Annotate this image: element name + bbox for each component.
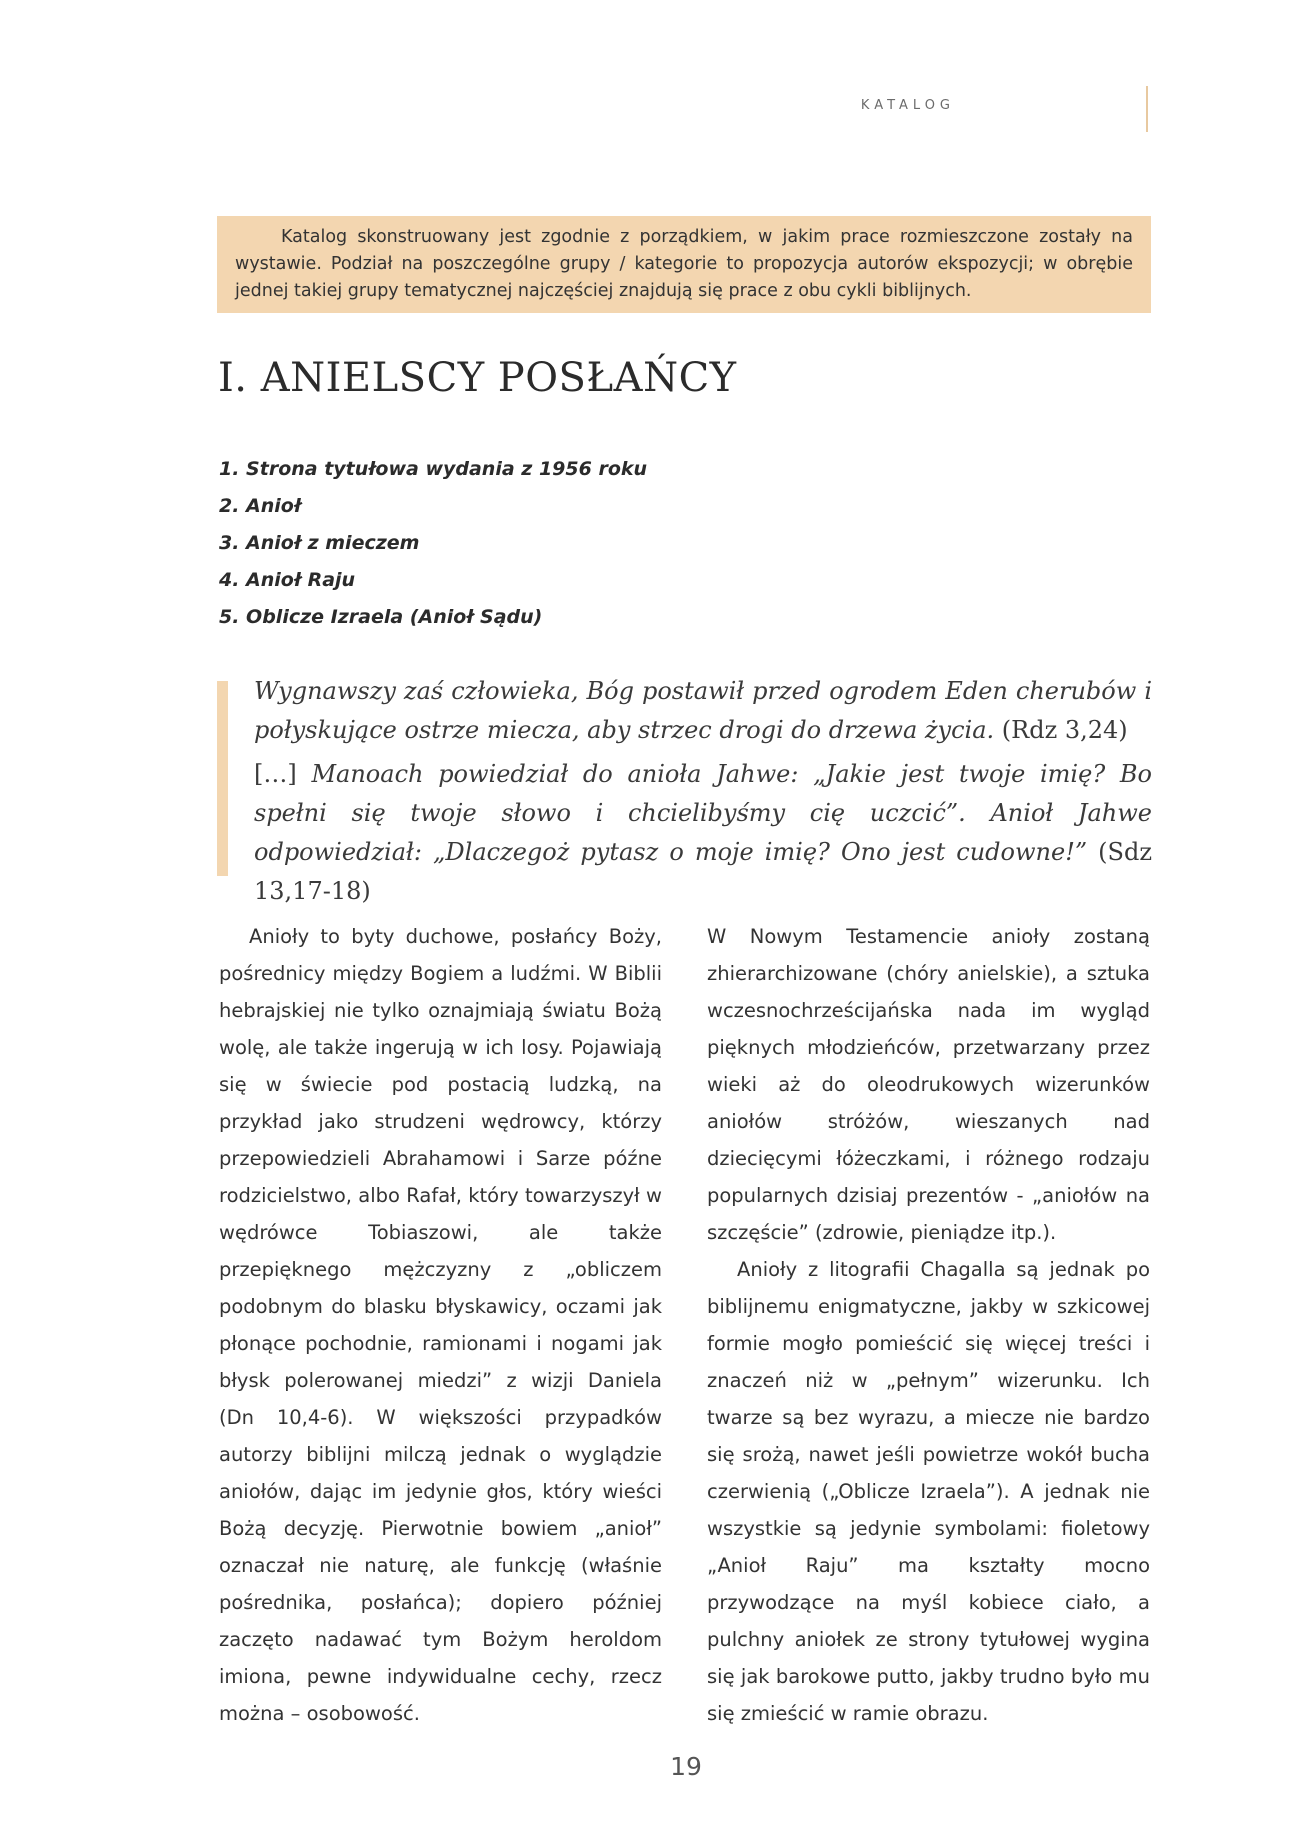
quote-accent-bar — [217, 681, 228, 876]
section-title: I. ANIELSCY POSŁAŃCY — [218, 355, 737, 401]
quote-text: Manoach powiedział do anioła Jahwe: „Jakie jest twoje imię? Bo spełni się twoje słowo i chcielibyśmy cię uczcić”. Anioł Jahwe odpowiedział: „Dlaczegoż pytasz o moje imię? Ono jest cudowne!” — [254, 760, 1152, 866]
body-column-right — [707, 918, 1150, 1732]
paragraph: Anioły z litografii Chagalla są jednak po biblijnemu enigmatyczne, jakby w szkicowej formie mogło pomieścić się więcej treści i znaczeń niż w „pełnym” wizerunku. Ich twarze są bez wyrazu, a miecze nie bardzo się srożą, nawet jeśli powietrze wokół bucha czerwienią („Oblicze Izraela”). A jednak nie wszystkie są jedynie symbolami: fioletowy „Anioł Raju” ma kształty mocno przywodzące na myśl kobiece ciało, a pulchny aniołek ze strony tytułowej wygina się jak barokowe putto, jakby trudno było mu się zmieścić w ramie obrazu. — [707, 1258, 1150, 1725]
running-head: KATALOG — [860, 98, 955, 113]
quote-reference: (Sdz 13,17-18) — [254, 838, 1152, 905]
quote-text: Wygnawszy zaś człowieka, Bóg postawił przed ogrodem Eden cherubów i połyskujące ostrze miecza, aby strzec drogi do drzewa życia. — [254, 677, 1152, 744]
work-item: 5. Oblicze Izraela (Anioł Sądu) — [219, 606, 543, 628]
quote — [254, 672, 1152, 750]
work-item: 1. Strona tytułowa wydania z 1956 roku — [219, 458, 648, 480]
bible-quotes — [254, 672, 1152, 916]
intro-note: Katalog skonstruowany jest zgodnie z porządkiem, w jakim prace rozmieszczone zostały na wystawie. Podział na poszczególne grupy / kategorie to propozycja autorów ekspozycji; w obrębie jednej takiej grupy tematycznej najczęściej znajdują się prace z obu cykli biblijnych. — [217, 216, 1151, 313]
work-item: 2. Anioł — [219, 495, 301, 517]
quote — [254, 755, 1152, 911]
quote-reference: (Rdz 3,24) — [994, 716, 1128, 744]
running-head-rule — [1146, 86, 1148, 132]
works-list — [219, 451, 647, 636]
work-item: 4. Anioł Raju — [219, 569, 356, 591]
work-item: 3. Anioł z mieczem — [219, 532, 420, 554]
quote-ellipsis: […] — [254, 760, 312, 788]
page-number: 19 — [670, 1752, 702, 1781]
paragraph: W Nowym Testamencie anioły zostaną zhierarchizowane (chóry anielskie), a sztuka wczesnochrześcijańska nada im wygląd pięknych młodzieńców, przetwarzany przez wieki aż do oleodrukowych wizerunków aniołów stróżów, wieszanych nad dziecięcymi łóżeczkami, i różnego rodzaju popularnych dzisiaj prezentów - „aniołów na szczęście” (zdrowie, pieniądze itp.). — [707, 925, 1150, 1244]
paragraph: Anioły to byty duchowe, posłańcy Boży, pośrednicy między Bogiem a ludźmi. W Biblii hebrajskiej nie tylko oznajmiają światu Bożą wolę, ale także ingerują w ich losy. Pojawiają się w świecie pod postacią ludzką, na przykład jako strudzeni wędrowcy, którzy przepowiedzieli Abrahamowi i Sarze późne rodzicielstwo, albo Rafał, który towarzyszył w wędrówce Tobiaszowi, ale także przepięknego mężczyzny z „obliczem podobnym do blasku błyskawicy, oczami jak płonące pochodnie, ramionami i nogami jak błysk polerowanej miedzi” z wizji Daniela (Dn 10,4-6). W większości przypadków autorzy biblijni milczą jednak o wyglądzie aniołów, dając im jedynie głos, który wieści Bożą decyzję. Pierwotnie bowiem „anioł” oznaczał nie naturę, ale funkcję (właśnie pośrednika, posłańca); dopiero później zaczęto nadawać tym Bożym heroldom imiona, pewne indywidualne cechy, rzecz można – osobowość. — [219, 925, 662, 1725]
body-column-left — [219, 918, 662, 1732]
